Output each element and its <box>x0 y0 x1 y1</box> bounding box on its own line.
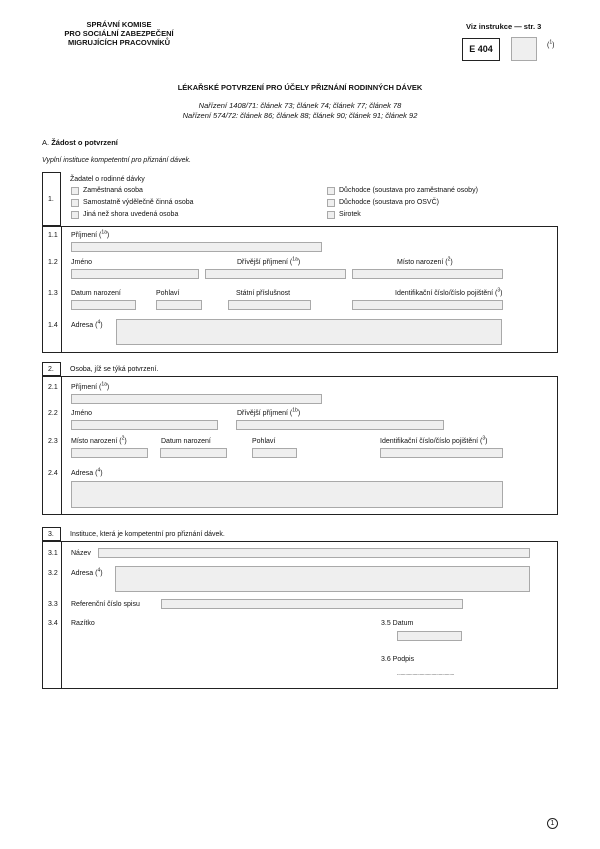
checkbox-pensioner-selfemployed[interactable] <box>327 199 335 207</box>
s2-birthplace-label: Místo narození ($^2$) <box>71 435 127 445</box>
checkbox-other-label: Jiná než shora uvedená osoba <box>83 211 179 218</box>
s1-surname-field[interactable] <box>71 242 322 252</box>
s2-birthplace-field[interactable] <box>71 448 148 458</box>
s2-sex-field[interactable] <box>252 448 297 458</box>
s3-name-label: Název <box>71 550 91 557</box>
s3-name-field[interactable] <box>98 548 530 558</box>
checkbox-orphan-label: Sirotek <box>339 211 361 218</box>
s1-dob-label: Datum narození <box>71 290 121 297</box>
s1-dob-field[interactable] <box>71 300 136 310</box>
regulation-1: Nařízení 1408/71: článek 73; článek 74; článek 77; článek 78 <box>198 101 402 110</box>
s2-address-field[interactable] <box>71 481 503 508</box>
section-3-number: 3. <box>48 531 54 538</box>
s2-surname-label: Příjmení ($^{1a}$) <box>71 381 110 391</box>
s3-date-field[interactable] <box>397 631 462 641</box>
s2-address-label: Adresa ($^4$) <box>71 467 103 477</box>
page-number: 1 <box>547 818 558 829</box>
instructions-ref: Viz instrukce — str. 3 <box>466 22 542 31</box>
s1-address-field[interactable] <box>116 319 502 345</box>
s1-nationality-field[interactable] <box>228 300 311 310</box>
s1-name-field[interactable] <box>71 269 199 279</box>
s2-name-label: Jméno <box>71 410 93 417</box>
section-3-box <box>42 541 558 689</box>
s1-prev-surname-label: Dřívější příjmení ($^{1a}$) <box>237 256 301 266</box>
s1-birthplace-field[interactable] <box>352 269 503 279</box>
s1-sex-field[interactable] <box>156 300 202 310</box>
s2-prev-surname-field[interactable] <box>236 420 444 430</box>
s3-signature-label: 3.6 Podpis <box>381 656 415 663</box>
checkbox-self-employed-label: Samostatně výdělečně činná osoba <box>83 199 194 206</box>
s1-surname-label: Příjmení ($^{1a}$) <box>71 229 110 239</box>
institution-name: SPRÁVNÍ KOMISE PRO SOCIÁLNÍ ZABEZPEČENÍ MIGRUJÍCÍCH PRACOVNÍKŮ <box>64 20 174 47</box>
form-code: E 404 <box>462 38 500 61</box>
s1-id-field[interactable] <box>352 300 503 310</box>
s1-nationality-label: Státní příslušnost <box>236 290 291 297</box>
s3-reference-field[interactable] <box>161 599 463 609</box>
section-2-title: Osoba, jíž se týká potvrzení. <box>70 366 159 373</box>
s2-dob-field[interactable] <box>160 448 227 458</box>
s1-name-label: Jméno <box>71 259 93 266</box>
checkbox-pensioner-employed-label: Důchodce (soustava pro zaměstnané osoby) <box>339 187 478 194</box>
checkbox-pensioner-employed[interactable] <box>327 187 335 195</box>
section-3-title: Instituce, která je kompetentní pro přiznání dávek. <box>70 531 225 538</box>
section-2-number: 2. <box>48 366 54 373</box>
s2-prev-surname-label: Dřívější příjmení ($^{1b}$) <box>237 407 301 417</box>
s2-sex-label: Pohlaví <box>252 438 276 445</box>
section-1-title: Žadatel o rodinné dávky <box>70 176 145 183</box>
s3-reference-label: Referenční číslo spisu <box>71 601 140 608</box>
s1-prev-surname-field[interactable] <box>205 269 346 279</box>
form-code-field[interactable] <box>511 37 537 61</box>
s3-date-label: 3.5 Datum <box>381 620 414 627</box>
checkbox-orphan[interactable] <box>327 211 335 219</box>
s1-sex-label: Pohlaví <box>156 290 180 297</box>
s2-dob-label: Datum narození <box>161 438 211 445</box>
checkbox-pensioner-selfemployed-label: Důchodce (soustava pro OSVČ) <box>339 199 439 206</box>
checkbox-other[interactable] <box>71 211 79 219</box>
section-1-number: 1. <box>48 196 54 203</box>
s1-id-label: Identifikační číslo/číslo pojištění ($^3$) <box>395 287 503 297</box>
note-ref: ($^1$) <box>547 39 555 49</box>
s2-name-field[interactable] <box>71 420 218 430</box>
form-title: LÉKAŘSKÉ POTVRZENÍ PRO ÚČELY PŘIZNÁNÍ RODINNÝCH DÁVEK <box>177 83 423 92</box>
s1-birthplace-label: Místo narození ($^2$) <box>397 256 453 266</box>
s2-id-label: Identifikační číslo/číslo pojištění ($^3$) <box>380 435 488 445</box>
s3-stamp-label: Razítko <box>71 620 95 627</box>
section-a-subtitle: Vyplní instituce kompetentní pro přiznání dávek. <box>42 157 191 164</box>
s3-signature-line[interactable]: ................................................ <box>397 671 455 677</box>
s1-address-label: Adresa ($^4$) <box>71 319 103 329</box>
s2-surname-field[interactable] <box>71 394 322 404</box>
s2-id-field[interactable] <box>380 448 503 458</box>
s3-address-label: Adresa ($^4$) <box>71 567 103 577</box>
s3-address-field[interactable] <box>115 566 530 592</box>
checkbox-self-employed[interactable] <box>71 199 79 207</box>
regulation-2: Nařízení 574/72: článek 86; článek 88; článek 90; článek 91; článek 92 <box>182 111 418 120</box>
section-a-heading: A. Žádost o potvrzení <box>42 138 118 147</box>
checkbox-employed[interactable] <box>71 187 79 195</box>
checkbox-employed-label: Zaměstnaná osoba <box>83 187 143 194</box>
